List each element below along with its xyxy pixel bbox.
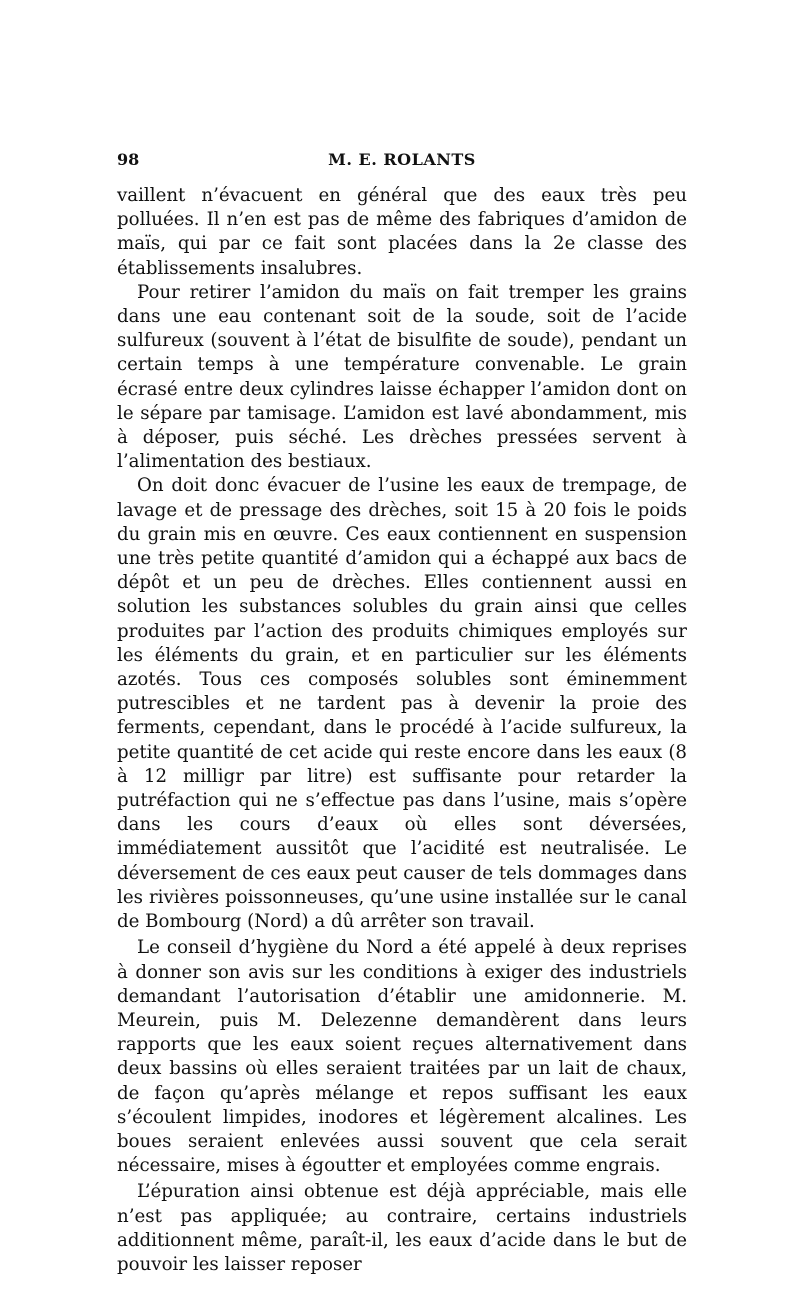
paragraph: Le conseil d’hygiène du Nord a été appelé à deux reprises à donner son avis sur les conditions à exiger des industriels demandant l’autorisation d’établir une amidonnerie. M. Meurein, puis M. Delezenne demandèrent dans leurs rapports que les eaux soient reçues alternativement dans deux bassins où elles seraient traitées par un lait de chaux, de façon qu’après mélange et repos suffisant les eaux s’écoulent limpides, inodores et légèrement alcalines. Les boues seraient enlevées aussi souvent que cela serait nécessaire, mises à égoutter et employées comme engrais.: [117, 937, 687, 1177]
paragraph: vaillent n’évacuent en général que des eaux très peu polluées. Il n’en est pas de même des fabriques d’amidon de maïs, qui par ce fait sont placées dans la 2e classe des établissements insalubres.: [117, 185, 687, 279]
running-title: M. E. ROLANTS: [328, 150, 476, 169]
page-number: 98: [117, 150, 140, 169]
paragraph: On doit donc évacuer de l’usine les eaux de trempage, de lavage et de pressage des drèches, soit 15 à 20 fois le poids du grain mis en œuvre. Ces eaux contiennent en suspension une très petite quantité d’amidon qui a échappé aux bacs de dépôt et un peu de drèches. Elles contiennent aussi en solution les substances solubles du grain ainsi que celles produites par l’action des produits chimiques employés sur les éléments du grain, et en particulier sur les éléments azotés. Tous ces composés solubles sont éminemment putrescibles et ne tardent pas à devenir la proie des ferments, cependant, dans le procédé à l’acide sulfureux, la petite quantité de cet acide qui reste encore dans les eaux (8 à 12 milligr par litre) est suffisante pour retarder la putréfaction qui ne s’effectue pas dans l’usine, mais s’opère dans les cours d’eaux où elles sont déversées, immédiatement aussitôt que l’acidité est neutralisée. Le déversement de ces eaux peut causer de tels dommages dans les rivières poissonneuses, qu’une usine installée sur le canal de Bombourg (Nord) a dû arrêter son travail.: [117, 475, 687, 933]
paragraph: Pour retirer l’amidon du maïs on fait tremper les grains dans une eau contenant soit de la soude, soit de l’acide sulfureux (souvent à l’état de bisulfite de soude), pendant un certain temps à une température convenable. Le grain écrasé entre deux cylindres laisse échapper l’amidon dont on le sépare par tamisage. L’amidon est lavé abondamment, mis à déposer, puis séché. Les drèches pressées servent à l’alimentation des bestiaux.: [117, 281, 687, 473]
page-header: [117, 150, 687, 174]
body-text: [117, 184, 687, 1277]
paragraph: L’épuration ainsi obtenue est déjà appréciable, mais elle n’est pas appliquée; au contraire, certains industriels additionnent même, paraît-il, les eaux d’acide dans le but de pouvoir les laisser reposer: [117, 1181, 687, 1275]
